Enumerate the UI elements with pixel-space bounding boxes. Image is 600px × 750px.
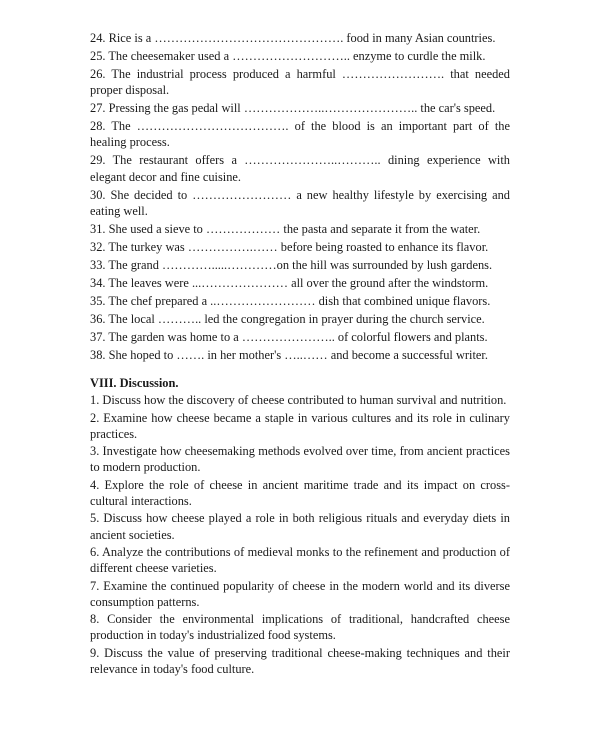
question-31: 31. She used a sieve to ……………… the pasta and separate it from the water. (90, 221, 481, 236)
document-page (90, 30, 510, 678)
question-34: 34. The leaves were ...………………… all over the ground after the windstorm. (90, 275, 489, 290)
discussion-item-3: 3. Investigate how cheesemaking methods evolved over time, from ancient practices to modern production. (90, 444, 510, 475)
discussion-item-8: 8. Consider the environmental implications of traditional, handcrafted cheese production in today's industrialized food systems. (90, 612, 510, 643)
discussion-item-7: 7. Examine the continued popularity of cheese in the modern world and its diverse consumption patterns. (90, 578, 510, 609)
question-25: 25. The cheesemaker used a ……………………….. enzyme to curdle the milk. (90, 49, 486, 63)
question-33: 33. The grand ………….....…………on the hill was surrounded by lush gardens. (90, 257, 493, 272)
discussion-item-2: 2. Examine how cheese became a staple in various cultures and its role in culinary practices. (90, 410, 510, 441)
discussion-item-6: 6. Analyze the contributions of medieval monks to the refinement and production of different cheese varieties. (90, 544, 510, 576)
discussion-item-5: 5. Discuss how cheese played a role in both religious rituals and everyday diets in ancient societies. (90, 511, 510, 542)
fill-in-exercise (90, 30, 510, 363)
question-24: 24. Rice is a ………………………………………. food in many Asian countries. (90, 31, 496, 45)
question-32: 32. The turkey was …………….…… before being roasted to enhance its flavor. (90, 239, 489, 254)
question-35: 35. The chef prepared a ..…………………… dish that combined unique flavors. (90, 293, 491, 308)
discussion-section (90, 375, 510, 677)
question-37: 37. The garden was home to a ………………….. of colorful flowers and plants. (90, 329, 488, 344)
question-29: 29. The restaurant offers a …………………..……….. dining experience with elegant decor and fine cuisine. (90, 153, 510, 184)
question-36: 36. The local ……….. led the congregation in prayer during the church service. (90, 311, 485, 326)
question-27: 27. Pressing the gas pedal will ………………..………………….. the car's speed. (90, 101, 496, 116)
discussion-item-9: 9. Discuss the value of preserving traditional cheese-making techniques and their relevance in today's food culture. (90, 645, 510, 676)
question-26: 26. The industrial process produced a harmful ……………………. that needed proper disposal. (90, 67, 510, 98)
section-title: VIII. Discussion. (90, 376, 179, 391)
discussion-item-4: 4. Explore the role of cheese in ancient maritime trade and its impact on cross-cultural interactions. (90, 477, 510, 508)
question-38: 38. She hoped to ……. in her mother's …..…… and become a successful writer. (90, 347, 488, 362)
question-30: 30. She decided to …………………… a new healthy lifestyle by exercising and eating well. (90, 187, 510, 218)
question-28: 28. The ………………………………. of the blood is an important part of the healing process. (90, 119, 510, 150)
discussion-item-1: 1. Discuss how the discovery of cheese contributed to human survival and nutrition. (90, 393, 507, 408)
